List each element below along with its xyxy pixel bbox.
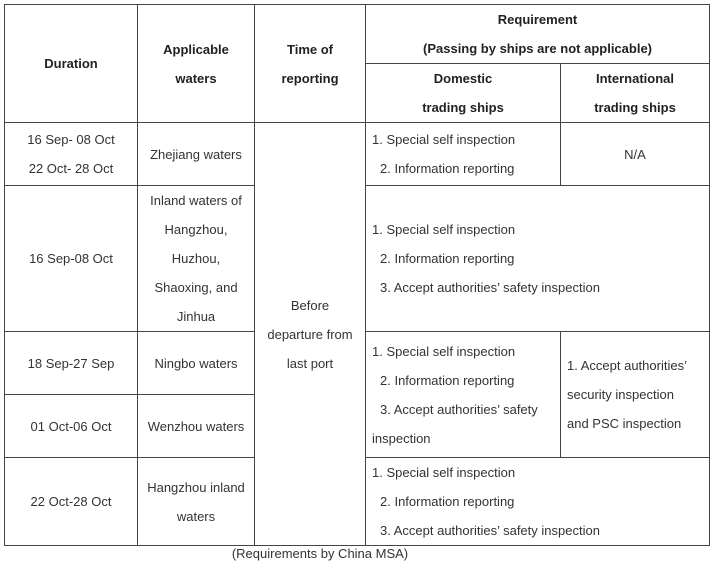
header-time-of-reporting: Time of reporting <box>255 5 366 123</box>
header-applicable-waters: Applicable waters <box>138 5 255 123</box>
waters-cell: Wenzhou waters <box>138 395 255 458</box>
header-duration: Duration <box>5 5 138 123</box>
header-requirement: Requirement (Passing by ships are not applicable) <box>366 5 710 64</box>
waters-cell: Zhejiang waters <box>138 123 255 186</box>
domestic-cell: 1. Special self inspection 2. Information reporting 3. Accept authorities’ safety inspection <box>366 332 561 458</box>
waters-cell: Hangzhou inland waters <box>138 458 255 546</box>
combined-requirement-cell: 1. Special self inspection 2. Information reporting 3. Accept authorities’ safety inspection <box>366 186 710 332</box>
domestic-cell: 1. Special self inspection 2. Information reporting <box>366 123 561 186</box>
international-cell: 1. Accept authorities’ security inspection and PSC inspection <box>561 332 710 458</box>
duration-cell: 01 Oct-06 Oct <box>5 395 138 458</box>
combined-requirement-cell: 1. Special self inspection 2. Information reporting 3. Accept authorities’ safety inspection <box>366 458 710 546</box>
time-of-reporting-cell: Before departure from last port <box>255 123 366 546</box>
requirements-table <box>4 4 710 546</box>
table-row <box>5 123 710 186</box>
header-international: International trading ships <box>561 64 710 123</box>
table-caption: (Requirements by China MSA) <box>231 546 409 561</box>
international-cell: N/A <box>561 123 710 186</box>
waters-cell: Inland waters of Hangzhou, Huzhou, Shaoxing, and Jinhua <box>138 186 255 332</box>
duration-cell: 22 Oct-28 Oct <box>5 458 138 546</box>
duration-cell: 16 Sep-08 Oct <box>5 186 138 332</box>
waters-cell: Ningbo waters <box>138 332 255 395</box>
duration-cell: 18 Sep-27 Sep <box>5 332 138 395</box>
duration-cell: 16 Sep- 08 Oct 22 Oct- 28 Oct <box>5 123 138 186</box>
header-domestic: Domestic trading ships <box>366 64 561 123</box>
